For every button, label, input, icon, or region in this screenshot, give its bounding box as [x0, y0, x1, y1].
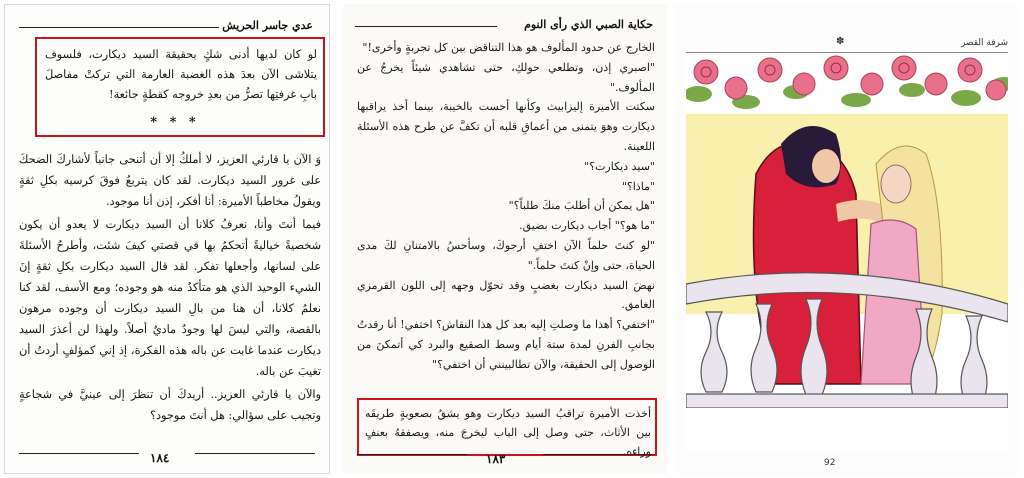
- ornament-icon: ✽: [836, 36, 845, 47]
- paragraph: "لو كنتَ حلماً الآن اختفِ أرجوكَ، وسأحسُ بالامتنانِ لكَ مدى الحياة، حتى وإنْ كنتَ حلماً.": [357, 238, 655, 272]
- page-header: عدي جاسر الحريش: [222, 19, 313, 32]
- paragraph: "سيد ديكارت؟": [584, 159, 655, 173]
- footer-rule-left: [19, 453, 139, 454]
- page-header-bar: [686, 38, 1008, 53]
- paragraph: سكتت الأميرة إليزابيث وكأنها أحست بالخيبة، بينما أخذ يراقبها ديكارت وهوَ يتمنى من أعماقِ قلبه أن تكفَّ عن طرح هذه الأسئلة اللعينة.: [357, 100, 655, 153]
- book-page-184: [4, 4, 330, 474]
- book-page-183: [343, 4, 667, 474]
- header-rule: [355, 26, 497, 27]
- paragraph: فيما أنتَ وأنا، نعرفُ كلانا أن السيد ديكارت لا يعدو أن يكون شخصيةً خياليةً أتحكمُ بها في قصتي كيفَ شئت، وأطرحُ الأسئلةَ على لسانها، وأجعلها تفكر. لقد قال السيد ديكارت بكلِ ثقةٍ إنَ الشيء الوحيد الذي هو متأكدٌ منه هو وجوده؛ ومع الأسف، لقد كنا نعلمُ كلانا، أن هنا من بالِ السيد ديكارت أن وجوده مرهون بالقصة، والتي ليسَ لها وجودٌ ماديٌ أصلاً. ولهذا لن أعذرَ السيد ديكارت عندما غابت عن باله هذه الفكرة، إذ إني كمؤلفٍ أردتُ أن تغيبَ عن باله.: [19, 218, 321, 378]
- paragraph: نهضَ السيد ديكارت بغضبٍ وقد تحوّل وجهه إلى اللون القرمزي الغامق.: [357, 278, 655, 312]
- body-text: [357, 38, 655, 375]
- highlighted-paragraph: أخذت الأميرة تراقبُ السيد ديكارت وهو يشقُ بصعوبةٍ طريقَه بين الأثاث، حتى وصل إلى الباب ليخرجَ منه، ويصفقهُ بعنفٍ وراءه.: [365, 407, 651, 458]
- paragraph: "هل يمكن أن أطلبَ منكَ طلباً؟": [508, 199, 655, 213]
- page-number: 92: [824, 458, 836, 468]
- highlighted-paragraph: لو كان لديها أدنى شكٍ بحقيقة السيد ديكارت، فلسوف يتلاشى الآن بعدَ هذه الغضبة العارمة التي تركتْ مفاصلَ بابِ غرفتِها تصرُّ من بعدِ خروجه كقطةٍ جائعة!: [45, 48, 317, 101]
- footer-rule-right: [195, 453, 315, 454]
- paragraph: "ما هو؟" أجاب ديكارت بضيق.: [519, 219, 655, 233]
- illustration-page: [674, 4, 1020, 474]
- page-header: حكاية الصبي الذي رأى النوم: [524, 18, 653, 31]
- footer-rule-right: [543, 454, 653, 455]
- paragraph: "اختفي؟ أهذا ما وصلتِ إليه بعد كل هذا النقاش؟ اختفي! أنا رقدتُ بجانبِ الفرنِ لمدة ستة أيام وسط الصقيع والبرد كي أتمكنَ من الوصول إلى الحقيقة، والآن تطالبينني أن اختفي؟": [357, 318, 655, 371]
- body-text: [19, 149, 321, 426]
- section-separator: * * *: [150, 115, 200, 130]
- page-number: ١٨٣: [486, 452, 506, 466]
- paragraph: الخارج عن حدود المألوف هو هذا التناقض بين كل تجربةٍ وأخرى!": [362, 41, 655, 54]
- footer-rule-left: [357, 454, 467, 455]
- paragraph: والآن يا قارئي العزيز.. أريدكَ أن تنظرَ إلى عينيَّ في شجاعةٍ وتجيب على سؤالي: هل أنتَ موجود؟: [19, 388, 321, 422]
- header-rule: [19, 27, 219, 28]
- paragraph: وَ الآن يا قارئي العزيز، لا أملكُ إلا أن أتنحى جانباً لأشاركَ الضحكَ على غرور السيد ديكارت. لقد كان يتربعُ فوقَ كرسيه بكلِ ثقةٍ ويقولُ مخاطباً الأميرة: أنا أفكر، إذن أنا موجود.: [19, 153, 321, 208]
- paragraph: "اصبري إذن، وتطلعي حولكِ، حتى تشاهدي شيئاً يخرجُ عن المألوف.": [357, 60, 655, 94]
- page-number: ١٨٤: [150, 451, 170, 465]
- rose-garland-icon: [686, 54, 1008, 114]
- page-header: شرفة القصر: [960, 38, 1008, 48]
- palace-balcony-illustration: [686, 54, 1008, 454]
- paragraph: "ماذا؟": [621, 179, 655, 193]
